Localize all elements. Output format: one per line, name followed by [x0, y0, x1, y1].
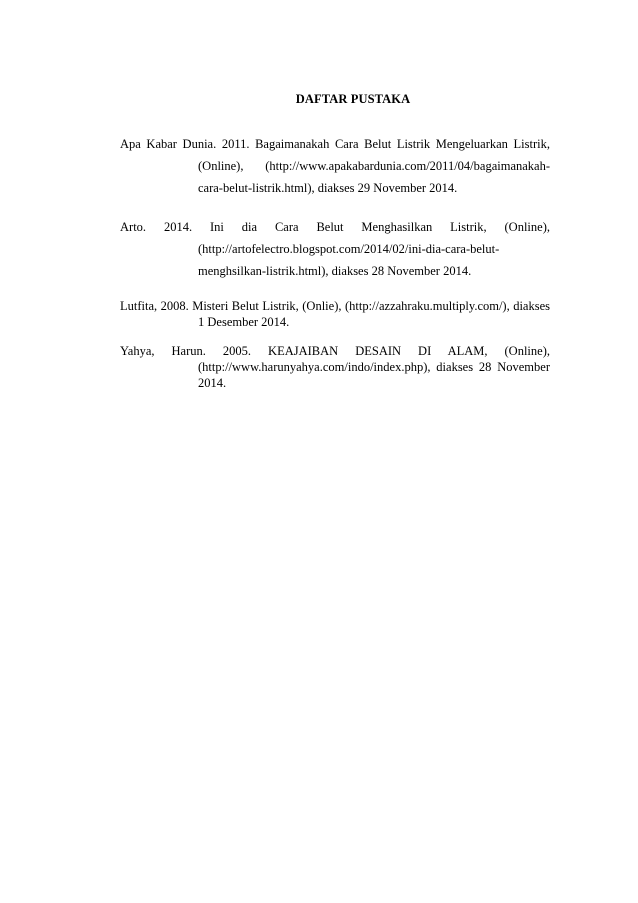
reference-entry-arto: Arto. 2014. Ini dia Cara Belut Menghasilkan Listrik, (Online), (http://artofelectro.blogspot.com/2014/02/ini-dia-cara-belut-menghsilkan-listrik.html), diakses 28 November 2014. [120, 220, 550, 278]
reference-entry-apa-kabar-dunia: Apa Kabar Dunia. 2011. Bagaimanakah Cara Belut Listrik Mengeluarkan Listrik, (Online), (http://www.apakabardunia.com/2011/04/bagaimanakah-cara-belut-listrik.html), diakses 29 November 2014. [120, 137, 550, 195]
reference-entry-lutfita: Lutfita, 2008. Misteri Belut Listrik, (Onlie), (http://azzahraku.multiply.com/), diakses 1 Desember 2014. [120, 299, 550, 329]
page-title: DAFTAR PUSTAKA [295, 92, 411, 106]
reference-list [120, 133, 550, 404]
reference-entry-yahya: Yahya, Harun. 2005. KEAJAIBAN DESAIN DI ALAM, (Online), (http://www.harunyahya.com/indo/index.php), diakses 28 November 2014. [120, 344, 550, 390]
